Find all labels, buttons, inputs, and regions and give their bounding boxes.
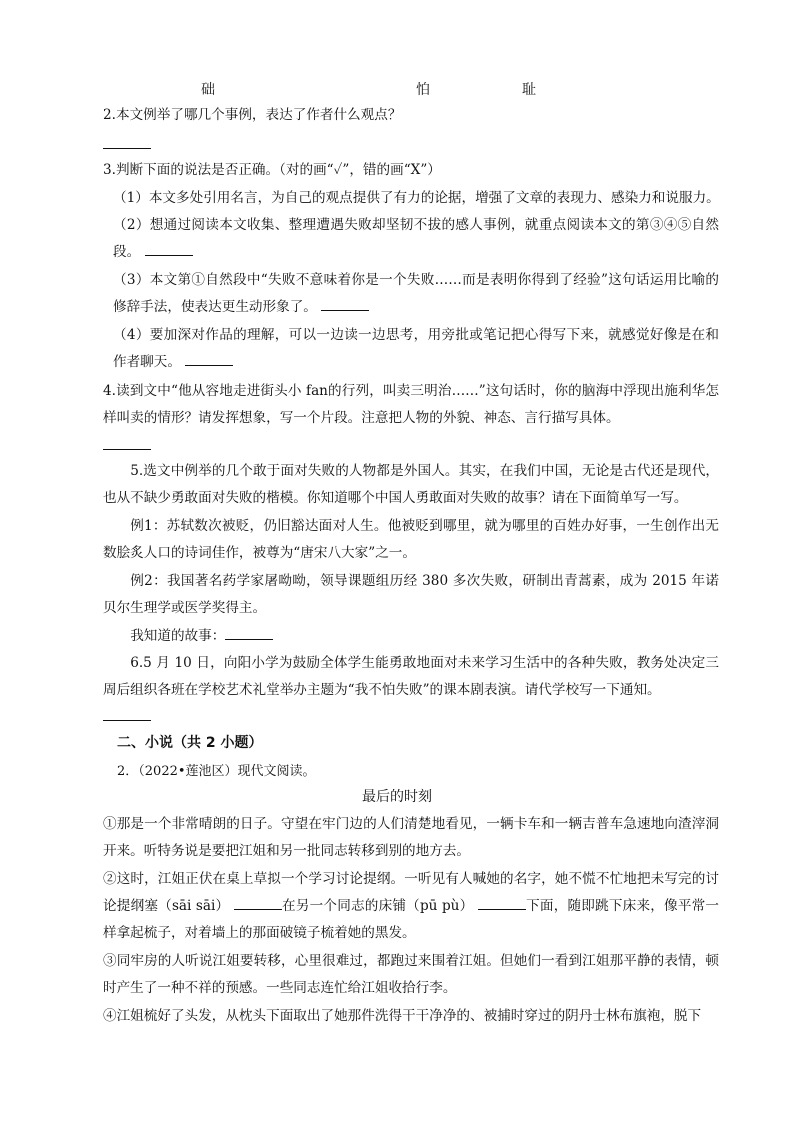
answer-line-q4 bbox=[103, 449, 151, 450]
vocab-char-1: 础 bbox=[201, 82, 215, 98]
story-paragraph-2 bbox=[103, 866, 719, 947]
vocab-char-2: 怕 bbox=[416, 82, 430, 98]
example-1: 例1：苏轼数次被贬，仍旧豁达面对人生。他被贬到哪里，就为哪里的百姓办好事，一生创作出无数脍炙人口的诗词佳作，被尊为“唐宋八大家”之一。 bbox=[103, 518, 719, 561]
vocab-characters-row bbox=[0, 79, 794, 99]
answer-blank-sai bbox=[234, 899, 282, 910]
story-title: 最后的时刻 bbox=[362, 789, 432, 805]
my-story-prompt bbox=[103, 623, 719, 650]
question-3-item-2 bbox=[103, 212, 719, 266]
question-3-item-4 bbox=[103, 322, 719, 376]
story-paragraph-2-part-3: 下面，随即跳下床来，像平常一样拿起梳子，对着墙上的那面破镜子梳着她的黑发。 bbox=[103, 898, 720, 941]
answer-line-q2 bbox=[103, 148, 151, 149]
section-heading-novel: 二、小说（共 2 小题） bbox=[117, 735, 263, 751]
question-3: 3.判断下面的说法是否正确。（对的画“✓”，错的画“X”） bbox=[103, 162, 441, 178]
answer-blank-story bbox=[225, 629, 273, 640]
question-2: 2.本文例举了哪几个事例，表达了作者什么观点？ bbox=[103, 107, 402, 123]
vocab-char-3: 耻 bbox=[522, 82, 536, 98]
question-3-item-2-text: （2）想通过阅读本文收集、整理遭遇失败却坚韧不拔的感人事例，就重点阅读本文的第③④⑤自然段。 bbox=[113, 217, 719, 260]
answer-blank-pu bbox=[478, 899, 526, 910]
question-4: 4.读到文中“他从容地走进街头小 fan的行列，叫卖三明治……”这句话时，你的脑海中浮现出施利华怎样叫卖的情形？请发挥想象，写一个片段。注意把人物的外貌、神态、言行描写具体。 bbox=[103, 383, 719, 426]
question-3-item-3 bbox=[103, 267, 719, 321]
story-paragraph-2-part-2: 在另一个同志的床铺（pū pù） bbox=[281, 898, 474, 914]
answer-blank-3-4 bbox=[185, 355, 233, 366]
example-2: 例2：我国著名药学家屠呦呦，领导课题组历经 380 多次失败，研制出青蒿素，成为 2015 年诺贝尔生理学或医学奖得主。 bbox=[103, 573, 719, 616]
story-paragraph-4: ④江姐梳好了头发，从枕头下面取出了她那件洗得干干净净的、被捕时穿过的阴丹士林布旗袍，脱下 bbox=[103, 1008, 702, 1024]
question-3-item-3-text: （3）本文第①自然段中“失败不意味着你是一个失败……而是表明你得到了经验”这句话运用比喻的修辞手法，使表达更生动形象了。 bbox=[113, 272, 719, 315]
question-3-item-4-text: （4）要加深对作品的理解，可以一边读一边思考，用旁批或笔记把心得写下来，就感觉好像是在和作者聊天。 bbox=[113, 327, 719, 370]
answer-blank-3-3 bbox=[321, 300, 369, 311]
story-paragraph-3: ③同牢房的人听说江姐要转移，心里很难过，都跑过来围着江姐。但她们一看到江姐那平静的表情，顿时产生了一种不祥的预感。一些同志连忙给江姐收拾行李。 bbox=[103, 953, 719, 996]
question-3-item-1: （1）本文多处引用名言，为自己的观点提供了有力的论据，增强了文章的表现力、感染力和说服力。 bbox=[113, 190, 720, 206]
story-paragraph-2-part-1: ②这时，江姐正伏在桌上草拟一个学习讨论提纲。一听见有人喊她的名字，她不慌不忙地把未写完的讨论提纲塞（sāi sāi） bbox=[103, 871, 719, 914]
question-source: 2．（2022•莲池区）现代文阅读。 bbox=[117, 764, 316, 779]
question-5: 5.选文中例举的几个敢于面对失败的人物都是外国人。其实，在我们中国，无论是古代还是现代，也从不缺少勇敢面对失败的楷模。你知道哪个中国人勇敢面对失败的故事？请在下面简单写一写。 bbox=[103, 463, 719, 506]
answer-blank-3-2 bbox=[145, 245, 193, 256]
answer-line-q6 bbox=[103, 720, 151, 721]
story-paragraph-1: ①那是一个非常晴朗的日子。守望在牢门边的人们清楚地看见，一辆卡车和一辆吉普车急速地向渣滓洞开来。听特务说是要把江姐和另一批同志转移到别的地方去。 bbox=[103, 816, 719, 859]
question-6: 6.5 月 10 日，向阳小学为鼓励全体学生能勇敢地面对未来学习生活中的各种失败，教务处决定三周后组织各班在学校艺术礼堂举办主题为“我不怕失败”的课本剧表演。请代学校写一下通知。 bbox=[103, 655, 719, 698]
my-story-label: 我知道的故事： bbox=[130, 628, 226, 644]
